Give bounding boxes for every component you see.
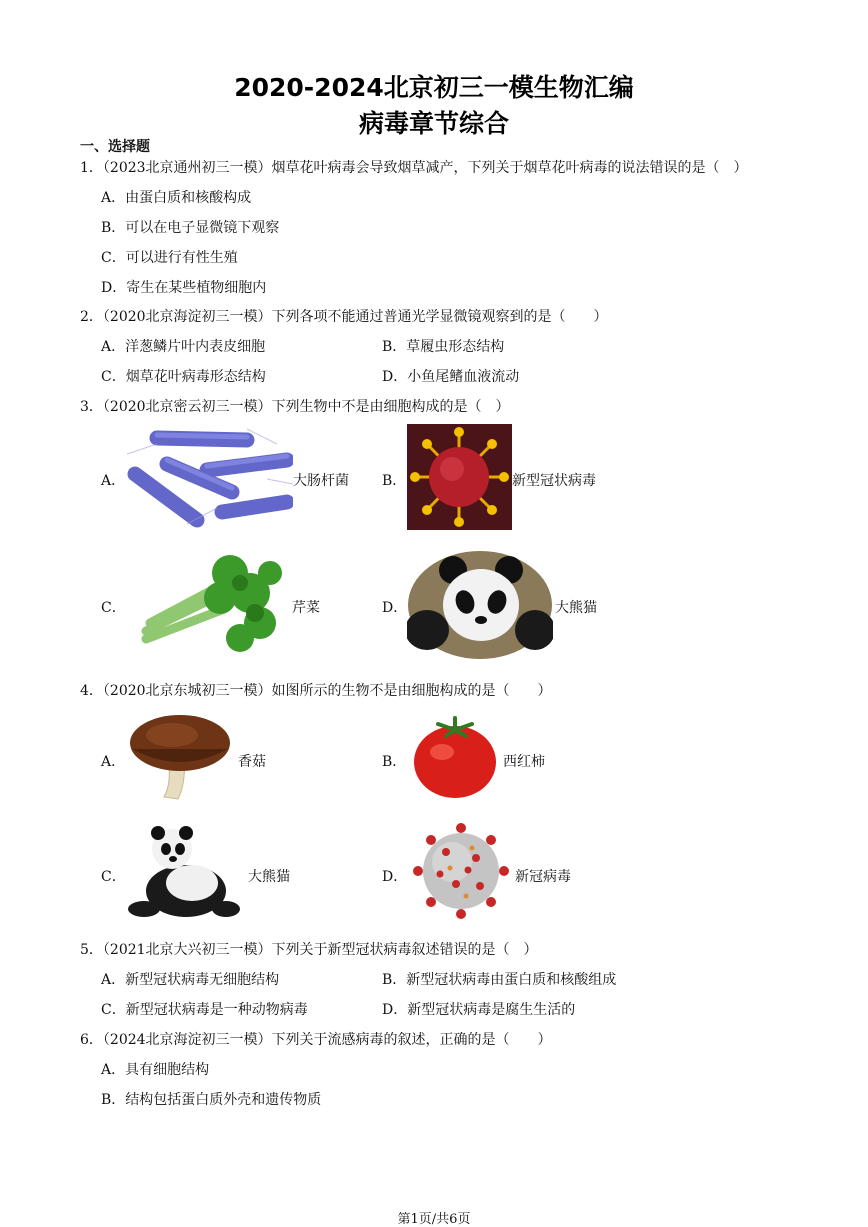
question-6-stem: 6．（2024北京海淀初三一模）下列关于流感病毒的叙述，正确的是（ ）	[80, 1032, 552, 1048]
q3-option-d-letter: D．	[382, 600, 408, 616]
q3-option-b-label: 新型冠状病毒	[512, 473, 596, 489]
mushroom-image	[128, 713, 234, 801]
q3-option-c-label: 芹菜	[292, 600, 320, 616]
q4-option-c-letter: C．	[101, 869, 126, 885]
q5-option-b: B．新型冠状病毒由蛋白质和核酸组成	[382, 972, 617, 988]
question-3-stem: 3．（2020北京密云初三一模）下列生物中不是由细胞构成的是（ ）	[80, 399, 510, 415]
panda-image	[407, 550, 553, 660]
q3-option-c-letter: C．	[101, 600, 126, 616]
q4-option-a-letter: A．	[101, 754, 126, 770]
coronavirus-image	[407, 424, 512, 530]
q4-option-a-label: 香菇	[238, 754, 266, 770]
q1-option-c: C．可以进行有性生殖	[101, 250, 238, 266]
q2-option-c: C．烟草花叶病毒形态结构	[101, 369, 266, 385]
question-2-stem: 2．（2020北京海淀初三一模）下列各项不能通过普通光学显微镜观察到的是（ ）	[80, 309, 608, 325]
page-subtitle: 病毒章节综合	[358, 109, 509, 138]
q2-option-d: D．小鱼尾鳍血液流动	[382, 369, 520, 385]
q5-option-c: C．新型冠状病毒是一种动物病毒	[101, 1002, 308, 1018]
panda-image	[126, 825, 246, 919]
tomato-image	[412, 714, 498, 800]
q3-option-a-letter: A．	[101, 473, 126, 489]
q4-option-b-label: 西红柿	[503, 754, 545, 770]
q3-option-b-letter: B．	[382, 473, 407, 489]
q4-option-d-label: 新冠病毒	[515, 869, 571, 885]
q4-option-c-label: 大熊猫	[248, 869, 290, 885]
q1-option-d: D．寄生在某些植物细胞内	[101, 280, 267, 296]
q5-option-d: D．新型冠状病毒是腐生生活的	[382, 1002, 576, 1018]
celery-image	[140, 543, 290, 663]
bacteria-image	[127, 424, 293, 530]
section-heading: 一、选择题	[80, 139, 150, 155]
q3-option-d-label: 大熊猫	[555, 600, 597, 616]
q2-option-b: B．草履虫形态结构	[382, 339, 505, 355]
q1-option-a: A．由蛋白质和核酸构成	[101, 190, 252, 206]
q4-option-d-letter: D．	[382, 869, 408, 885]
q4-option-b-letter: B．	[382, 754, 407, 770]
question-4-stem: 4．（2020北京东城初三一模）如图所示的生物不是由细胞构成的是（ ）	[80, 683, 552, 699]
q3-option-a-label: 大肠杆菌	[293, 473, 349, 489]
q5-option-a: A．新型冠状病毒无细胞结构	[101, 972, 280, 988]
q1-option-b: B．可以在电子显微镜下观察	[101, 220, 280, 236]
coronavirus-image	[410, 822, 512, 920]
question-1-stem: 1．（2023北京通州初三一模）烟草花叶病毒会导致烟草减产，下列关于烟草花叶病毒的说法错误的是（ ）	[80, 160, 748, 176]
q6-option-a: A．具有细胞结构	[101, 1062, 210, 1078]
q2-option-a: A．洋葱鳞片叶内表皮细胞	[101, 339, 266, 355]
q6-option-b: B．结构包括蛋白质外壳和遗传物质	[101, 1092, 322, 1108]
page-title: 2020-2024北京初三一模生物汇编	[234, 73, 634, 102]
page-footer: 第1页/共6页	[397, 1212, 471, 1227]
question-5-stem: 5．（2021北京大兴初三一模）下列关于新型冠状病毒叙述错误的是（ ）	[80, 942, 538, 958]
